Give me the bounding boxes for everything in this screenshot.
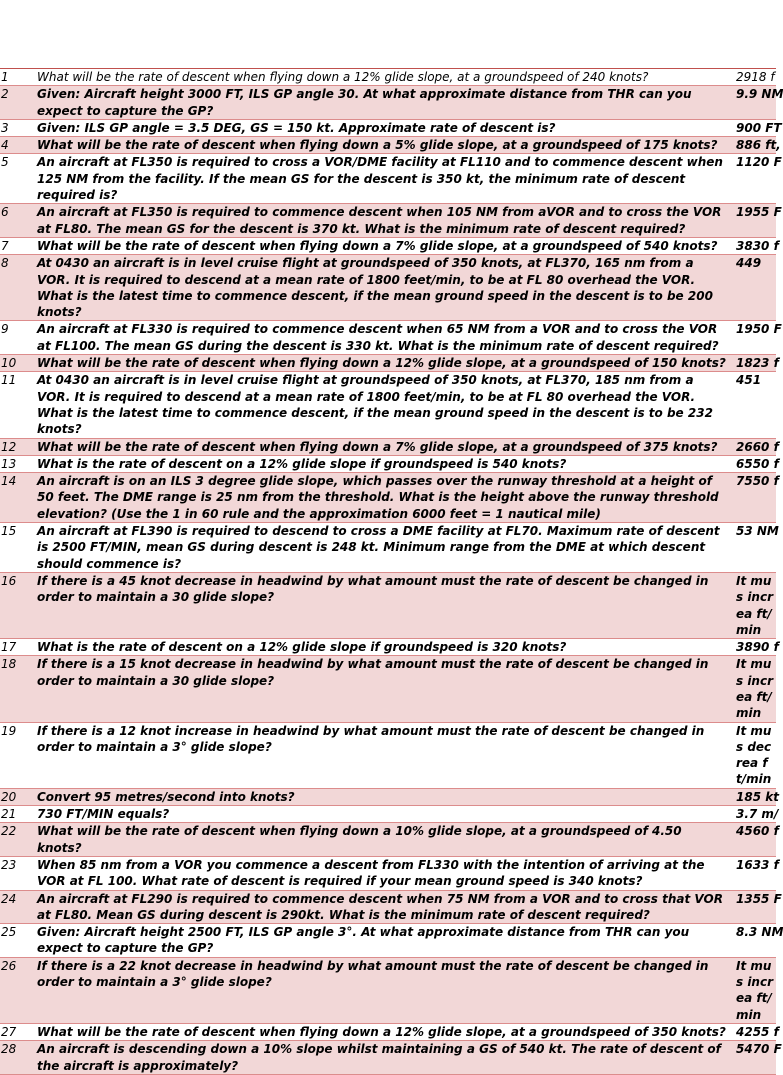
question-number: 18 bbox=[0, 656, 37, 722]
question-text: An aircraft at FL350 is required to cross a VOR/DME facility at FL110 and to commence descent when 125 NM from the facility. If the mean GS for the descent is 350 kt, the minimum rate of descent required is? bbox=[37, 154, 736, 204]
answer-text: 449 bbox=[736, 255, 776, 321]
answer-text: 6550 f bbox=[736, 456, 779, 471]
answer-text: 9.9 NM bbox=[736, 86, 776, 120]
question-number: 24 bbox=[0, 890, 37, 924]
question-number: 12 bbox=[0, 438, 37, 455]
table-row bbox=[0, 823, 776, 857]
question-text: An aircraft at FL390 is required to descend to cross a DME facility at FL70. Maximum rate of descent is 2500 FT/MIN, mean GS during descent is 248 kt. Minimum range from the DME at which descent should commence is? bbox=[37, 523, 736, 573]
table-row bbox=[0, 722, 776, 788]
question-number: 25 bbox=[0, 924, 37, 958]
question-text: Convert 95 metres/second into knots? bbox=[37, 788, 736, 805]
answer-text: 53 NM bbox=[736, 523, 776, 573]
table-row bbox=[0, 806, 776, 823]
table-row bbox=[0, 455, 776, 472]
question-text: An aircraft at FL330 is required to commence descent when 65 NM from a VOR and to cross the VOR at FL100. The mean GS during the descent is 330 kt. What is the minimum rate of descent required? bbox=[37, 321, 736, 355]
question-number: 21 bbox=[0, 806, 37, 823]
table-row bbox=[0, 321, 776, 355]
table-row bbox=[0, 355, 776, 372]
question-number: 16 bbox=[0, 572, 37, 638]
questions-table bbox=[0, 68, 783, 1075]
answer-text: 886 ft, bbox=[736, 138, 781, 153]
question-number: 14 bbox=[0, 473, 37, 523]
answer-text: 5470 F bbox=[736, 1041, 776, 1075]
question-number: 9 bbox=[0, 321, 37, 355]
question-text: Given: ILS GP angle = 3.5 DEG, GS = 150 kt. Approximate rate of descent is? bbox=[37, 119, 736, 136]
question-number: 2 bbox=[0, 86, 37, 120]
question-text: If there is a 12 knot increase in headwind by what amount must the rate of descent be changed in order to maintain a 3° glide slope? bbox=[37, 722, 736, 788]
table-row bbox=[0, 639, 776, 656]
questions-table-body bbox=[0, 69, 783, 1075]
question-number: 8 bbox=[0, 255, 37, 321]
question-number: 15 bbox=[0, 523, 37, 573]
question-number: 3 bbox=[0, 119, 37, 136]
table-row bbox=[0, 119, 776, 136]
table-row bbox=[0, 856, 776, 890]
question-number: 23 bbox=[0, 856, 37, 890]
question-number: 11 bbox=[0, 372, 37, 438]
question-number: 6 bbox=[0, 204, 37, 238]
answer-text: 1120 F bbox=[736, 154, 776, 204]
table-row bbox=[0, 137, 776, 154]
answer-text: 2918 f bbox=[736, 70, 775, 84]
question-text: An aircraft at FL290 is required to commence descent when 75 NM from a VOR and to cross that VOR at FL80. Mean GS during descent is 290kt. What is the minimum rate of descent required? bbox=[37, 890, 736, 924]
answer-text: 1823 f bbox=[736, 356, 779, 371]
question-number: 22 bbox=[0, 823, 37, 857]
question-text: What will be the rate of descent when flying down a 10% glide slope, at a groundspeed of 4.50 knots? bbox=[37, 823, 736, 857]
question-text: What will be the rate of descent when flying down a 12% glide slope, at a groundspeed of 350 knots? bbox=[37, 1023, 736, 1040]
table-row bbox=[0, 255, 776, 321]
question-text: Given: Aircraft height 3000 FT, ILS GP angle 30. At what approximate distance from THR can you expect to capture the GP? bbox=[37, 86, 736, 120]
question-text: An aircraft is on an ILS 3 degree glide slope, which passes over the runway threshold at a height of 50 feet. The DME range is 25 nm from the threshold. What is the height above the runway threshold elevation? (Use the 1 in 60 rule and the approximation 6000 feet = 1 nautical mile) bbox=[37, 473, 736, 523]
table-row bbox=[0, 1023, 776, 1040]
question-number: 27 bbox=[0, 1023, 37, 1040]
question-text: At 0430 an aircraft is in level cruise flight at groundspeed of 350 knots, at FL370, 185 nm from a VOR. It is required to descend at a mean rate of 1800 feet/min, to be at FL 80 overhead the VOR. What is the latest time to commence descent, if the mean ground speed in the descent is to be 232 knots? bbox=[37, 372, 736, 438]
table-row bbox=[0, 154, 776, 204]
answer-text: It mus increa ft/min bbox=[736, 656, 776, 722]
question-number: 28 bbox=[0, 1041, 37, 1075]
table-row bbox=[0, 372, 776, 438]
answer-text: 1950 F bbox=[736, 321, 776, 355]
question-text: If there is a 22 knot decrease in headwind by what amount must the rate of descent be changed in order to maintain a 3° glide slope? bbox=[37, 957, 736, 1023]
table-row bbox=[0, 957, 776, 1023]
question-text: An aircraft is descending down a 10% slope whilst maintaining a GS of 540 kt. The rate of descent of the aircraft is approximately? bbox=[37, 1041, 736, 1075]
question-number: 1 bbox=[0, 69, 37, 86]
question-number: 7 bbox=[0, 237, 37, 254]
answer-text: 3890 f bbox=[736, 640, 779, 655]
question-sheet bbox=[0, 68, 783, 1075]
table-row bbox=[0, 473, 776, 523]
question-text: What is the rate of descent on a 12% glide slope if groundspeed is 540 knots? bbox=[37, 455, 736, 472]
answer-text: 185 kt bbox=[736, 789, 779, 804]
table-row bbox=[0, 788, 776, 805]
question-number: 4 bbox=[0, 137, 37, 154]
question-text: What will be the rate of descent when flying down a 12% glide slope, at a groundspeed of 240 knots? bbox=[37, 69, 736, 86]
table-row bbox=[0, 204, 776, 238]
table-row bbox=[0, 1041, 776, 1075]
question-text: What is the rate of descent on a 12% glide slope if groundspeed is 320 knots? bbox=[37, 639, 736, 656]
question-text: An aircraft at FL350 is required to commence descent when 105 NM from aVOR and to cross the VOR at FL80. The mean GS for the descent is 370 kt. What is the minimum rate of descent required? bbox=[37, 204, 736, 238]
answer-text: 451 bbox=[736, 372, 776, 438]
answer-text: It mus increa ft/min bbox=[736, 957, 776, 1023]
question-number: 26 bbox=[0, 957, 37, 1023]
table-row bbox=[0, 237, 776, 254]
table-row bbox=[0, 86, 776, 120]
answer-text: 4255 f bbox=[736, 1024, 779, 1039]
table-row bbox=[0, 890, 776, 924]
answer-text: 1955 F bbox=[736, 204, 776, 238]
table-row bbox=[0, 572, 776, 638]
question-text: When 85 nm from a VOR you commence a descent from FL330 with the intention of arriving at the VOR at FL 100. What rate of descent is required if your mean ground speed is 340 knots? bbox=[37, 856, 736, 890]
table-row bbox=[0, 69, 776, 86]
question-text: If there is a 15 knot decrease in headwind by what amount must the rate of descent be changed in order to maintain a 30 glide slope? bbox=[37, 656, 736, 722]
question-number: 17 bbox=[0, 639, 37, 656]
answer-text: 8.3 NM bbox=[736, 924, 776, 958]
answer-text: 900 FT bbox=[736, 120, 782, 135]
answer-text: It mus increa ft/min bbox=[736, 572, 776, 638]
answer-text: 7550 f bbox=[736, 473, 776, 523]
question-number: 10 bbox=[0, 355, 37, 372]
table-row bbox=[0, 438, 776, 455]
answer-text: 4560 f bbox=[736, 823, 776, 857]
answer-text: It mus decrea ft/min bbox=[736, 722, 776, 788]
question-text: 730 FT/MIN equals? bbox=[37, 806, 736, 823]
answer-text: 3.7 m/ bbox=[736, 807, 779, 822]
answer-text: 3830 f bbox=[736, 238, 779, 253]
answer-text: 1355 F bbox=[736, 890, 776, 924]
table-row bbox=[0, 523, 776, 573]
question-number: 5 bbox=[0, 154, 37, 204]
question-number: 19 bbox=[0, 722, 37, 788]
answer-text: 2660 f bbox=[736, 439, 779, 454]
question-text: What will be the rate of descent when flying down a 5% glide slope, at a groundspeed of 175 knots? bbox=[37, 137, 736, 154]
question-number: 20 bbox=[0, 788, 37, 805]
table-row bbox=[0, 656, 776, 722]
question-text: What will be the rate of descent when flying down a 7% glide slope, at a groundspeed of 375 knots? bbox=[37, 438, 736, 455]
answer-text: 1633 f bbox=[736, 856, 776, 890]
question-text: Given: Aircraft height 2500 FT, ILS GP angle 3°. At what approximate distance from THR can you expect to capture the GP? bbox=[37, 924, 736, 958]
question-text: At 0430 an aircraft is in level cruise flight at groundspeed of 350 knots, at FL370, 165 nm from a VOR. It is required to descend at a mean rate of 1800 feet/min, to be at FL 80 overhead the VOR. What is the latest time to commence descent, if the mean ground speed in the descent is to be 200 knots? bbox=[37, 255, 736, 321]
question-number: 13 bbox=[0, 455, 37, 472]
question-text: What will be the rate of descent when flying down a 12% glide slope, at a groundspeed of 150 knots? bbox=[37, 355, 736, 372]
question-text: If there is a 45 knot decrease in headwind by what amount must the rate of descent be changed in order to maintain a 30 glide slope? bbox=[37, 572, 736, 638]
table-row bbox=[0, 924, 776, 958]
question-text: What will be the rate of descent when flying down a 7% glide slope, at a groundspeed of 540 knots? bbox=[37, 237, 736, 254]
